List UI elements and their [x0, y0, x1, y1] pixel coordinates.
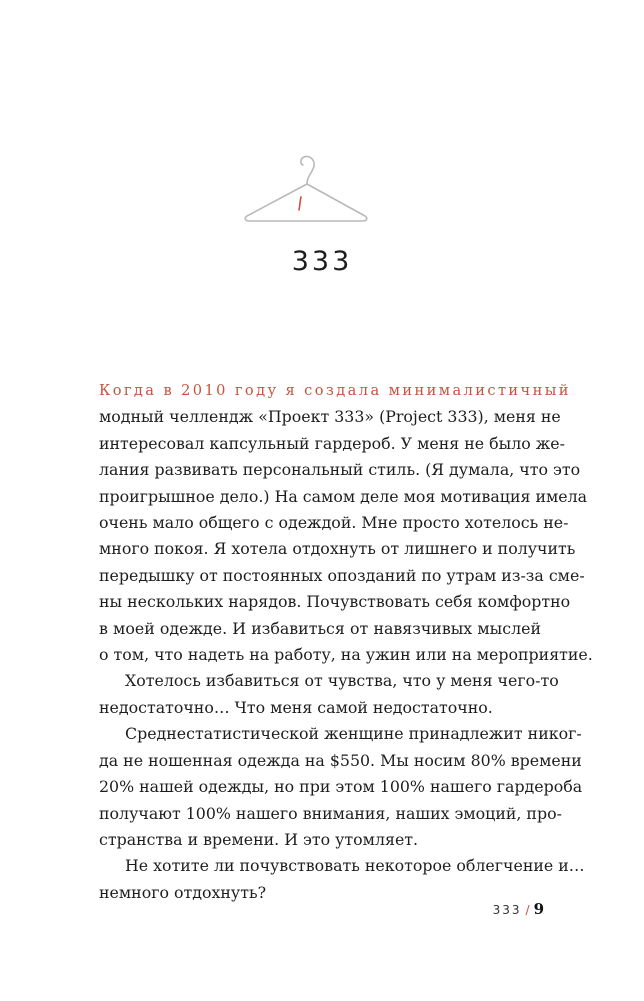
text-line: 20% нашей одежды, но при этом 100% нашего гардероба: [99, 777, 583, 797]
running-head: 333: [492, 903, 522, 917]
text-line: интересовал капсульный гардероб. У меня не было же-: [99, 433, 565, 453]
chapter-title: 333: [291, 246, 353, 277]
lead-line: Когда в 2010 году я создала минималистичный: [99, 382, 571, 399]
text-line: Среднестатистической женщине принадлежит никог-: [125, 724, 582, 744]
page-number: 9: [533, 900, 544, 918]
text-line: странства и времени. И это утомляет.: [99, 829, 419, 849]
text-line: да не ношенная одежда на $550. Мы носим 80% времени: [99, 750, 582, 770]
text-line: получают 100% нашего внимания, наших эмоций, про-: [99, 803, 562, 823]
text-line: о том, что надеть на работу, на ужин или на мероприятие.: [99, 645, 593, 665]
text-line: Хотелось избавиться от чувства, что у меня чего-то: [125, 671, 559, 691]
text-line: много покоя. Я хотела отдохнуть от лишнего и получить: [99, 539, 576, 559]
text-line: в моей одежде. И избавиться от навязчивых мыслей: [99, 618, 541, 638]
footer-separator: /: [525, 903, 530, 917]
text-line: немного отдохнуть?: [99, 882, 267, 902]
text-line: очень мало общего с одеждой. Мне просто хотелось не-: [99, 513, 569, 533]
hanger-icon: [243, 150, 369, 232]
page-footer: [493, 900, 544, 918]
body-text: [99, 378, 593, 906]
text-line: ны нескольких нарядов. Почувствовать себя комфортно: [99, 592, 571, 612]
text-line: Не хотите ли почувствовать некоторое облегчение и…: [125, 856, 585, 876]
text-line: лания развивать персональный стиль. (Я думала, что это: [99, 460, 581, 480]
text-line: модный челлендж «Проект 333» (Project 333), меня не: [99, 407, 561, 427]
text-line: недостаточно… Что меня самой недостаточно.: [99, 697, 493, 717]
text-line: передышку от постоянных опозданий по утрам из-за сме-: [99, 565, 585, 585]
text-line: проигрышное дело.) На самом деле моя мотивация имела: [99, 486, 588, 506]
